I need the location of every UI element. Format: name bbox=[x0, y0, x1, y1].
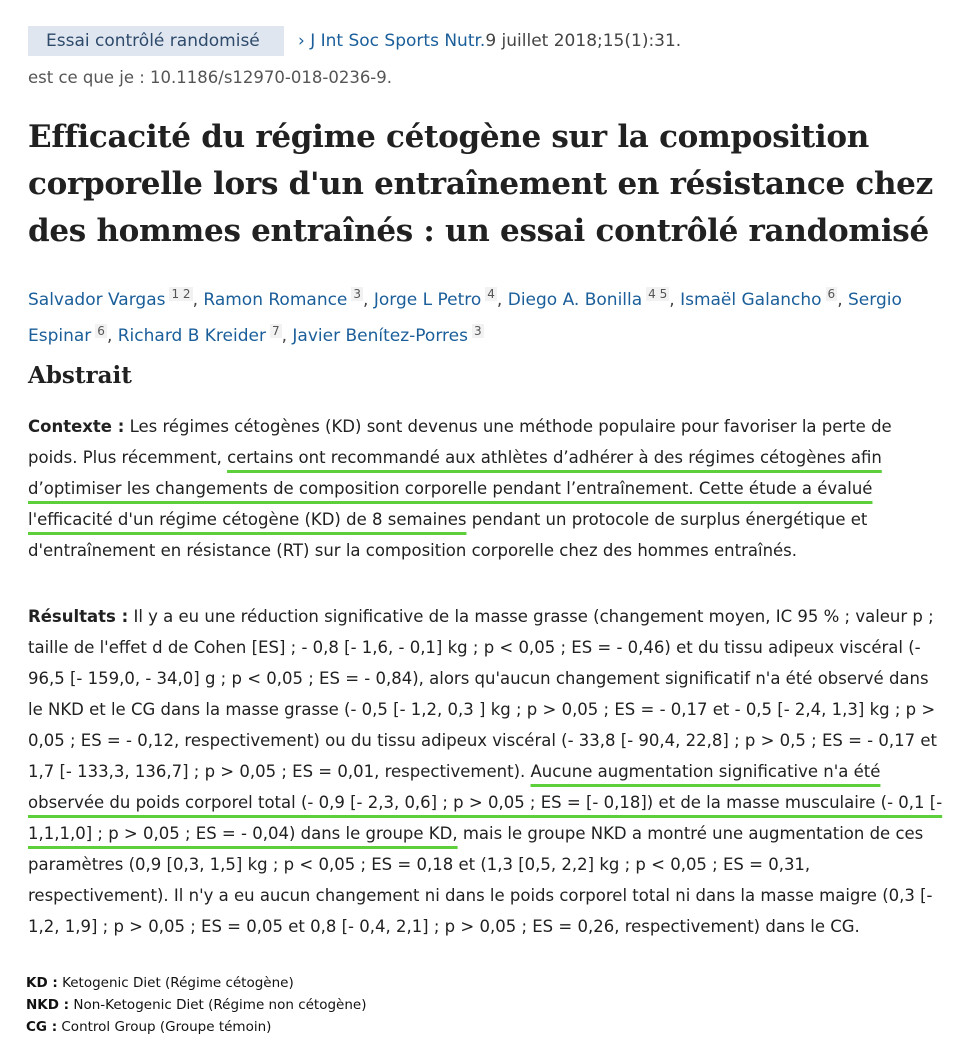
abstract-context bbox=[28, 411, 946, 566]
affiliation-ref[interactable]: 3 bbox=[473, 323, 482, 338]
article-meta-row bbox=[28, 26, 681, 56]
glossary-abbr: CG : bbox=[26, 1019, 58, 1035]
results-text: mais le groupe NKD a montré une augmentation de ces paramètres (0,9 [0,3, 1,5] kg ; p < 0,05 ; ES = 0,18 et (1,3 [0,5, 2,2] kg ; p < 0,05 ; ES = 0,31, respectivement). Il n'y a eu aucun changement ni dans le poids corporel total ni dans la masse maigre (0,3 [- 1,2, 1,9] ; p > 0,05 ; ES = 0,05 et 0,8 [- 0,4, 2,1] ; p > 0,05 ; ES = 0,26, respectivement) dans le CG. bbox=[28, 824, 933, 936]
author-link[interactable]: Jorge L Petro bbox=[373, 289, 482, 310]
article-title: Efficacité du régime cétogène sur la composition corporelle lors d'un entraînement en résistance chez des hommes entraînés : un essai contrôlé randomisé bbox=[28, 119, 933, 249]
abstract-heading: Abstrait bbox=[28, 362, 132, 389]
glossary-item bbox=[26, 972, 367, 994]
results-label: Résultats : bbox=[28, 607, 129, 626]
affiliation-ref[interactable]: 4 bbox=[487, 287, 495, 301]
highlighted-text: Aucune augmentation significative n'a été observée du poids corporel total (- 0,9 [- 2,3, 0,6] ; p > 0,05 ; ES = [- 0,18]) et de la masse musculaire (- 0,1 [- 1,1,1,0] ; p > 0,05 ; ES = - 0,04) dans le groupe KD, bbox=[28, 762, 943, 843]
abbreviation-glossary bbox=[26, 972, 367, 1038]
author-separator: , bbox=[363, 289, 374, 310]
glossary-def: Control Group (Groupe témoin) bbox=[57, 1019, 272, 1035]
author-item bbox=[680, 287, 848, 310]
affiliation-ref[interactable]: 6 bbox=[97, 323, 105, 338]
chevron-right-icon: › bbox=[298, 31, 305, 51]
affiliation-ref[interactable]: 4 5 bbox=[648, 287, 668, 301]
author-separator: , bbox=[837, 289, 848, 310]
glossary-item bbox=[26, 1016, 367, 1038]
glossary-item bbox=[26, 994, 367, 1016]
author-link[interactable]: Diego A. Bonilla bbox=[507, 289, 643, 310]
abstract-results bbox=[28, 601, 946, 942]
journal-link[interactable]: J Int Soc Sports Nutr. bbox=[310, 31, 486, 51]
author-link[interactable]: Sergio Espinar bbox=[28, 289, 902, 347]
author-separator: , bbox=[281, 326, 293, 347]
affiliation-ref[interactable]: 7 bbox=[271, 323, 280, 338]
affiliation-ref[interactable]: 3 bbox=[353, 287, 362, 301]
author-link[interactable]: Salvador Vargas bbox=[28, 289, 166, 310]
author-item bbox=[292, 323, 483, 347]
affiliation-ref[interactable]: 1 2 bbox=[171, 287, 191, 301]
context-text: pendant un protocole de surplus énergétique et d'entraînement en résistance (RT) sur la composition corporelle chez des hommes entraînés. bbox=[28, 510, 868, 560]
context-label: Contexte : bbox=[28, 417, 125, 436]
author-item bbox=[28, 287, 204, 310]
author-link[interactable]: Javier Benítez-Porres bbox=[292, 326, 468, 347]
author-list bbox=[28, 279, 948, 352]
author-separator: , bbox=[106, 326, 118, 347]
author-separator: , bbox=[192, 289, 204, 310]
author-item bbox=[117, 323, 293, 347]
citation bbox=[298, 31, 681, 51]
author-item bbox=[373, 287, 508, 310]
results-text: Il y a eu une réduction significative de la masse grasse (changement moyen, IC 95 % ; valeur p ; taille de l'effet d de Cohen [ES] ; - 0,8 [- 1,6, - 0,1] kg ; p < 0,05 ; ES = - 0,46) et du tissu adipeux viscéral (- 96,5 [- 159,0, - 34,0] g ; p < 0,05 ; ES = - 0,84), alors qu'aucun changement significatif n'a été observé dans le NKD et le CG dans la masse grasse (- 0,5 [- 1,2, 0,3 ] kg ; p > 0,05 ; ES = - 0,17 et - 0,5 [- 2,4, 1,3] kg ; p > 0,05 ; ES = - 0,12, respectivement) ou du tissu adipeux viscéral (- 33,8 [- 90,4, 22,8] ; p > 0,5 ; ES = - 0,17 et 1,7 [- 133,3, 136,7] ; p > 0,05 ; ES = 0,01, respectivement). bbox=[28, 607, 937, 781]
author-link[interactable]: Richard B Kreider bbox=[117, 326, 266, 347]
glossary-abbr: NKD : bbox=[26, 997, 70, 1013]
glossary-def: Non-Ketogenic Diet (Régime non cétogène) bbox=[69, 997, 367, 1013]
publication-type-badge[interactable]: Essai contrôlé randomisé bbox=[28, 26, 284, 56]
author-separator: , bbox=[669, 289, 681, 310]
affiliation-ref[interactable]: 6 bbox=[827, 287, 836, 301]
author-separator: , bbox=[496, 289, 508, 310]
author-link[interactable]: Ramon Romance bbox=[203, 289, 348, 310]
author-link[interactable]: Ismaël Galancho bbox=[680, 289, 822, 310]
citation-date: 9 juillet 2018;15(1):31. bbox=[485, 31, 682, 51]
glossary-abbr: KD : bbox=[26, 975, 58, 991]
glossary-def: Ketogenic Diet (Régime cétogène) bbox=[57, 975, 294, 991]
context-text: Les régimes cétogènes (KD) sont devenus une méthode populaire pour favoriser la perte de poids. Plus récemment, bbox=[28, 417, 892, 467]
author-item bbox=[203, 287, 374, 310]
doi: est ce que je : 10.1186/s12970-018-0236-9. bbox=[28, 68, 393, 87]
author-item bbox=[507, 287, 681, 310]
highlighted-text: certains ont recommandé aux athlètes d’adhérer à des régimes cétogènes afin d’optimiser les changements de composition corporelle pendant l’entraînement. Cette étude a évalué l'efficacité d'un régime cétogène (KD) de 8 semaines bbox=[28, 448, 882, 529]
